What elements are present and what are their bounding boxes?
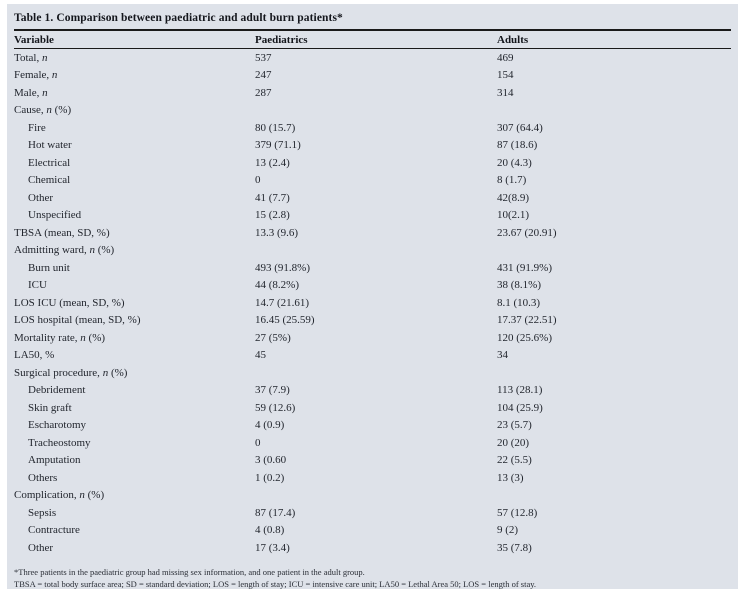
paediatrics-cell: 44 (8.2%) (255, 279, 299, 292)
table-row (14, 539, 731, 557)
table-row (14, 347, 731, 365)
column-header-paediatrics: Paediatrics (255, 33, 308, 46)
paediatrics-cell: 15 (2.8) (255, 209, 290, 222)
paediatrics-cell: 80 (15.7) (255, 121, 296, 134)
table-title: Table 1. Comparison between paediatric and adult burn patients* (14, 12, 343, 24)
paediatrics-cell: 3 (0.60 (255, 454, 287, 467)
footnotes (14, 566, 731, 591)
adults-cell: 34 (497, 349, 508, 362)
paediatrics-cell: 41 (7.7) (255, 191, 290, 204)
table-row (14, 312, 731, 330)
paediatrics-cell: 1 (0.2) (255, 471, 285, 484)
table-row (14, 224, 731, 242)
paediatrics-cell: 287 (255, 86, 272, 99)
variable-cell: Chemical (28, 174, 71, 187)
table-row (14, 382, 731, 400)
adults-cell: 35 (7.8) (497, 541, 532, 554)
table-body (14, 49, 731, 557)
adults-cell: 314 (497, 86, 514, 99)
paediatrics-cell: 87 (17.4) (255, 506, 296, 519)
table-row (14, 67, 731, 85)
variable-cell: Complication, n (%) (14, 489, 105, 502)
table-row (14, 399, 731, 417)
variable-cell: Contracture (28, 524, 80, 537)
column-header-variable: Variable (14, 33, 54, 46)
paediatrics-cell: 16.45 (25.59) (255, 314, 315, 327)
variable-cell: Hot water (28, 139, 72, 152)
adults-cell: 154 (497, 69, 514, 82)
adults-cell: 20 (20) (497, 436, 530, 449)
adults-cell: 120 (25.6%) (497, 331, 552, 344)
table-row (14, 522, 731, 540)
adults-cell: 469 (497, 51, 514, 64)
paediatrics-cell: 17 (3.4) (255, 541, 290, 554)
variable-cell: LOS ICU (mean, SD, %) (14, 296, 125, 309)
variable-cell: Amputation (28, 454, 81, 467)
adults-cell: 307 (64.4) (497, 121, 543, 134)
adults-cell: 104 (25.9) (497, 401, 543, 414)
paediatrics-cell: 0 (255, 174, 261, 187)
adults-cell: 23.67 (20.91) (497, 226, 557, 239)
table-row (14, 119, 731, 137)
table-row (14, 207, 731, 225)
paediatrics-cell: 0 (255, 436, 261, 449)
adults-cell: 38 (8.1%) (497, 279, 541, 292)
paediatrics-cell: 14.7 (21.61) (255, 296, 310, 309)
variable-cell: Surgical procedure, n (%) (14, 366, 128, 379)
variable-cell: ICU (28, 279, 47, 292)
table-row (14, 504, 731, 522)
table-row (14, 242, 731, 260)
variable-cell: Female, n (14, 69, 58, 82)
adults-cell: 113 (28.1) (497, 384, 543, 397)
variable-cell: Electrical (28, 156, 71, 169)
variable-cell: Burn unit (28, 261, 70, 274)
variable-cell: Tracheostomy (28, 436, 91, 449)
paediatrics-cell: 27 (5%) (255, 331, 291, 344)
paediatrics-cell: 247 (255, 69, 272, 82)
variable-cell: Total, n (14, 51, 48, 64)
adults-cell: 8.1 (10.3) (497, 296, 541, 309)
table-row (14, 294, 731, 312)
adults-cell: 8 (1.7) (497, 174, 527, 187)
table-row (14, 137, 731, 155)
table-row (14, 102, 731, 120)
table-row (14, 84, 731, 102)
variable-cell: Cause, n (%) (14, 104, 72, 117)
adults-cell: 10(2.1) (497, 209, 530, 222)
paediatrics-cell: 13.3 (9.6) (255, 226, 299, 239)
variable-cell: Admitting ward, n (%) (14, 244, 115, 257)
paediatrics-cell: 379 (71.1) (255, 139, 301, 152)
table-row (14, 469, 731, 487)
paediatrics-cell: 59 (12.6) (255, 401, 296, 414)
adults-cell: 9 (2) (497, 524, 519, 537)
paediatrics-cell: 37 (7.9) (255, 384, 290, 397)
variable-cell: Others (28, 471, 58, 484)
paediatrics-cell: 13 (2.4) (255, 156, 290, 169)
adults-cell: 23 (5.7) (497, 419, 532, 432)
variable-cell: Skin graft (28, 401, 72, 414)
table-row (14, 259, 731, 277)
table-row (14, 329, 731, 347)
variable-cell: TBSA (mean, SD, %) (14, 226, 110, 239)
adults-cell: 57 (12.8) (497, 506, 538, 519)
table-header-row (14, 31, 731, 48)
variable-cell: Debridement (28, 384, 86, 397)
adults-cell: 22 (5.5) (497, 454, 532, 467)
footnote-abbreviations: TBSA = total body surface area; SD = standard deviation; LOS = length of stay; ICU = intensive care unit; LA50 = Lethal Area 50; LOS = length of stay. (14, 579, 537, 589)
table-1-card (7, 4, 738, 589)
table-row (14, 452, 731, 470)
table-row (14, 487, 731, 505)
paediatrics-cell: 4 (0.9) (255, 419, 285, 432)
variable-cell: LA50, % (14, 349, 55, 362)
paediatrics-cell: 45 (255, 349, 266, 362)
variable-cell: Fire (28, 121, 46, 134)
table-row (14, 434, 731, 452)
table-row (14, 49, 731, 67)
variable-cell: Unspecified (28, 209, 82, 222)
variable-cell: LOS hospital (mean, SD, %) (14, 314, 141, 327)
column-header-adults: Adults (497, 33, 529, 46)
adults-cell: 431 (91.9%) (497, 261, 552, 274)
table-row (14, 172, 731, 190)
adults-cell: 42(8.9) (497, 191, 530, 204)
table-row (14, 154, 731, 172)
variable-cell: Escharotomy (28, 419, 87, 432)
adults-cell: 17.37 (22.51) (497, 314, 557, 327)
variable-cell: Mortality rate, n (%) (14, 331, 106, 344)
paediatrics-cell: 493 (91.8%) (255, 261, 310, 274)
variable-cell: Other (28, 191, 54, 204)
variable-cell: Other (28, 541, 54, 554)
table-row (14, 277, 731, 295)
variable-cell: Sepsis (28, 506, 57, 519)
adults-cell: 13 (3) (497, 471, 524, 484)
table-row (14, 189, 731, 207)
footnote-asterisk: *Three patients in the paediatric group had missing sex information, and one patient in the adult group. (14, 566, 365, 577)
table-row (14, 417, 731, 435)
adults-cell: 20 (4.3) (497, 156, 532, 169)
paediatrics-cell: 4 (0.8) (255, 524, 285, 537)
variable-cell: Male, n (14, 86, 48, 99)
paediatrics-cell: 537 (255, 51, 272, 64)
table-row (14, 364, 731, 382)
adults-cell: 87 (18.6) (497, 139, 538, 152)
